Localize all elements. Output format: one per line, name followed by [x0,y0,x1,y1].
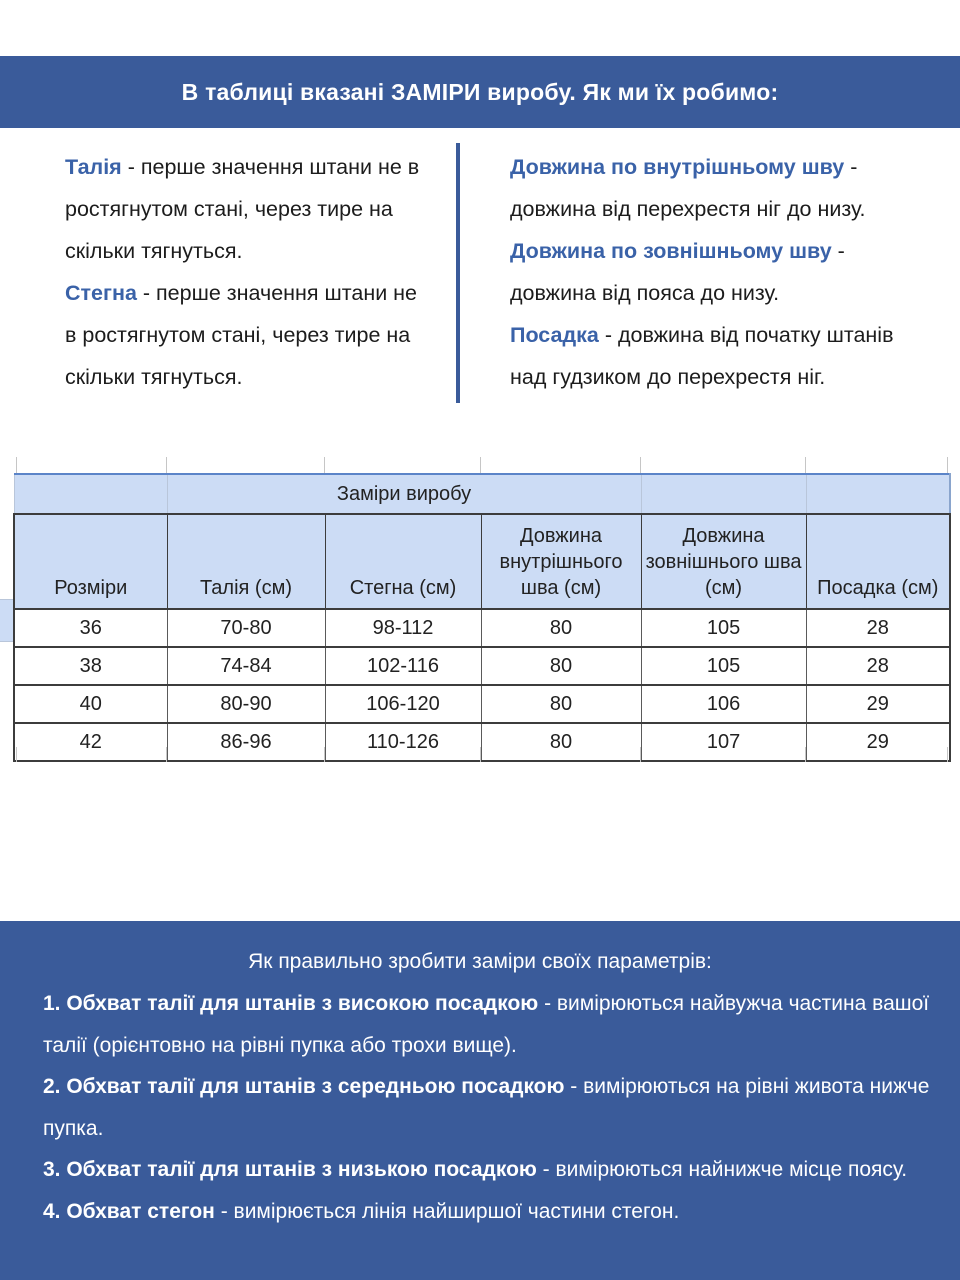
cell-waist: 86-96 [167,723,325,761]
definition-text: - перше значення штани не в ростягнутом стані, через тире на скільки тягнуться. [65,281,418,389]
column-header-hips: Стегна (см) [325,514,481,609]
table-group-header-row [14,474,950,514]
gridline-tick [166,747,167,762]
gridline-tick [324,457,325,473]
table-row [14,647,950,685]
gridline-tick [16,747,17,762]
cell-inseam: 80 [481,647,641,685]
cell-size: 36 [14,609,167,647]
table-group-header: Заміри виробу [167,474,641,514]
cell-hips: 98-112 [325,609,481,647]
column-header-rise: Посадка (см) [806,514,950,609]
gridline-tick [324,747,325,762]
footer-item-bold: 1. Обхват талії для штанів з високою посадкою [43,992,539,1015]
definition-waist [65,146,423,272]
cell-hips: 102-116 [325,647,481,685]
cell-rise: 29 [806,685,950,723]
definition-text: - довжина від пояса до низу. [510,239,845,305]
definition-hips [65,272,423,398]
cell-waist: 74-84 [167,647,325,685]
gridline-tick [480,747,481,762]
definition-term: Довжина по зовнішньому шву [510,239,832,263]
gridline-tick [640,747,641,762]
page-title: В таблиці вказані ЗАМІРИ виробу. Як ми їх робимо: [181,78,779,105]
footer-item-bold: 3. Обхват талії для штанів з низькою посадкою [43,1158,537,1181]
column-header-waist: Талія (см) [167,514,325,609]
gridline-tick [166,457,167,473]
gridline-tick [947,457,948,473]
footer-item-2 [43,1066,931,1149]
definition-term: Посадка [510,323,599,347]
definition-outseam [510,230,912,314]
cell-rise: 29 [806,723,950,761]
footer-item-text: - вимірюється лінія найширшої частини стегон. [220,1199,680,1223]
definitions-left-column [65,146,423,398]
empty-cell [14,474,167,514]
definition-rise [510,314,912,398]
cell-inseam: 80 [481,609,641,647]
table-row [14,685,950,723]
footer-item-text: - вимірюються найнижче місце поясу. [542,1158,908,1181]
cell-inseam: 80 [481,723,641,761]
gridline-tick [16,457,17,473]
empty-cell [641,474,806,514]
empty-cell [806,474,950,514]
size-table [13,473,951,762]
definition-inseam [510,146,912,230]
column-header-sizes: Розміри [14,514,167,609]
cell-size: 38 [14,647,167,685]
definitions-right-column [510,146,912,398]
footer-item-4 [43,1191,931,1233]
table-header-row [14,514,950,609]
gridline-tick [947,747,948,762]
definitions-divider [456,143,460,403]
column-header-outseam: Довжина зовнішнього шва (см) [641,514,806,609]
footer-item-bold: 2. Обхват талії для штанів з середньою посадкою [43,1075,565,1098]
footer-instructions [0,921,960,1280]
cell-hips: 110-126 [325,723,481,761]
footer-item-text: - вимірюються найвужча частина вашої талії (орієнтовно на рівні пупка або трохи вище). [43,992,930,1057]
definition-text: - перше значення штани не в ростягнутом стані, через тире на скільки тягнуться. [65,155,420,263]
cell-inseam: 80 [481,685,641,723]
cell-outseam: 105 [641,609,806,647]
footer-item-1 [43,983,931,1066]
cell-size: 42 [14,723,167,761]
cell-outseam: 107 [641,723,806,761]
footer-item-3 [43,1149,931,1191]
footer-title: Як правильно зробити заміри своїх параметрів: [248,950,712,973]
footer-item-bold: 4. Обхват стегон [43,1199,215,1223]
footer-items [43,983,931,1232]
cell-outseam: 106 [641,685,806,723]
footer-item-text: - вимірюються на рівні живота нижче пупка. [43,1075,930,1140]
cell-rise: 28 [806,647,950,685]
cell-hips: 106-120 [325,685,481,723]
definition-term: Довжина по внутрішньому шву [510,155,845,179]
table-row [14,723,950,761]
definition-text: - довжина від перехрестя ніг до низу. [510,155,866,221]
cell-size: 40 [14,685,167,723]
spreadsheet-cell-fragment [0,599,13,642]
gridline-tick [480,457,481,473]
column-header-inseam: Довжина внутрішнього шва (см) [481,514,641,609]
gridline-tick [805,747,806,762]
cell-outseam: 105 [641,647,806,685]
definition-term: Талія [65,155,122,179]
definition-text: - довжина від початку штанів над гудзиком до перехрестя ніг. [510,323,894,389]
cell-waist: 70-80 [167,609,325,647]
cell-rise: 28 [806,609,950,647]
gridline-tick [640,457,641,473]
header-banner [0,56,960,128]
gridline-tick [805,457,806,473]
definition-term: Стегна [65,281,137,305]
table-row [14,609,950,647]
cell-waist: 80-90 [167,685,325,723]
